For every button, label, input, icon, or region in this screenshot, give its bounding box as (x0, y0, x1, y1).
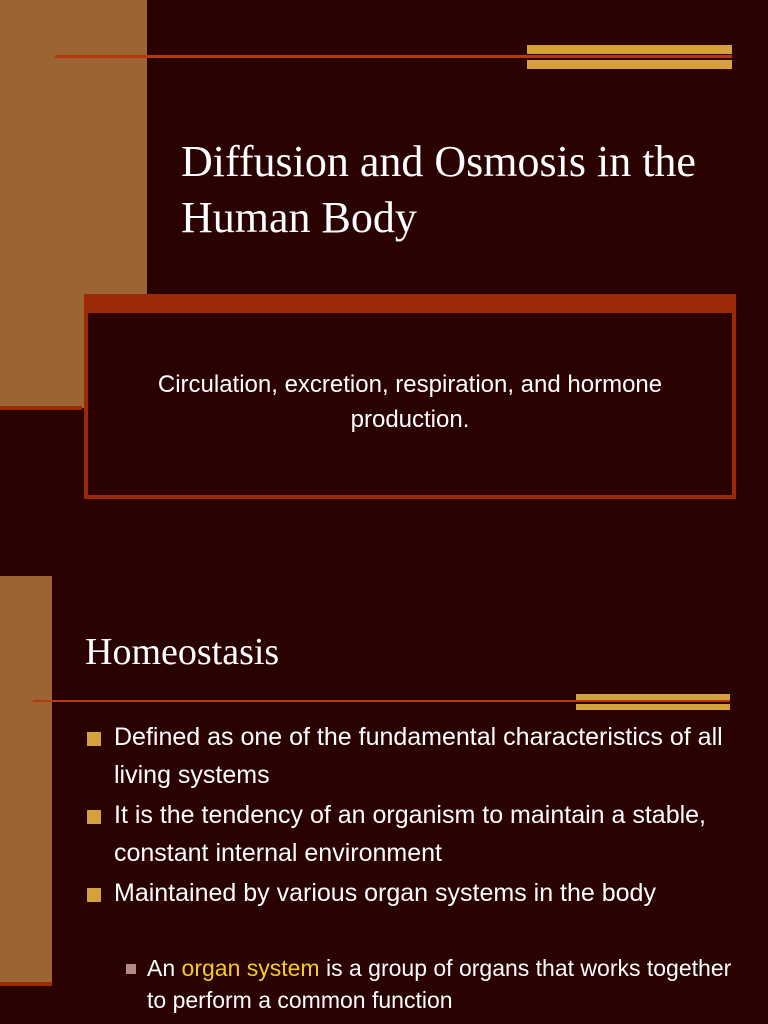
sub-bullet-text-before: An (147, 955, 182, 981)
square-bullet-icon (87, 810, 101, 824)
square-bullet-icon (87, 888, 101, 902)
subtitle-box-header (84, 294, 736, 309)
square-sub-bullet-icon (126, 964, 136, 974)
bullet-text: Defined as one of the fundamental characteristics of all living systems (114, 723, 723, 789)
gold-accent-bar (527, 45, 732, 54)
gold-accent-bar (576, 704, 730, 710)
bullet-text: Maintained by various organ systems in the body (114, 879, 656, 907)
sub-bullet-text (126, 952, 746, 1016)
highlighted-term: organ system (181, 955, 320, 981)
square-bullet-icon (87, 732, 101, 746)
left-accent-bar-edge (0, 982, 52, 986)
heading-rule-line (33, 700, 730, 702)
gold-accent-bar (576, 694, 730, 700)
bullet-item (87, 796, 727, 872)
slide-title-text: Diffusion and Osmosis in the Human Body (181, 137, 696, 242)
bullet-text: It is the tendency of an organism to maintain a stable, constant internal environment (114, 801, 707, 867)
bullet-item (87, 718, 727, 794)
gold-accent-bar (527, 60, 732, 69)
sub-bullet-item (126, 952, 746, 1016)
slide-homeostasis (0, 576, 768, 1024)
slide-subtitle-text: Circulation, excretion, respiration, and hormone production. (157, 371, 663, 433)
slide-heading: Homeostasis (85, 631, 280, 673)
bullet-item (87, 874, 727, 912)
top-rule-line (55, 55, 732, 58)
left-accent-bar (0, 576, 52, 986)
left-accent-bar-edge (0, 406, 82, 410)
sub-bullet-text-after: is a group of organs that works together to perform a common function (147, 955, 732, 1013)
